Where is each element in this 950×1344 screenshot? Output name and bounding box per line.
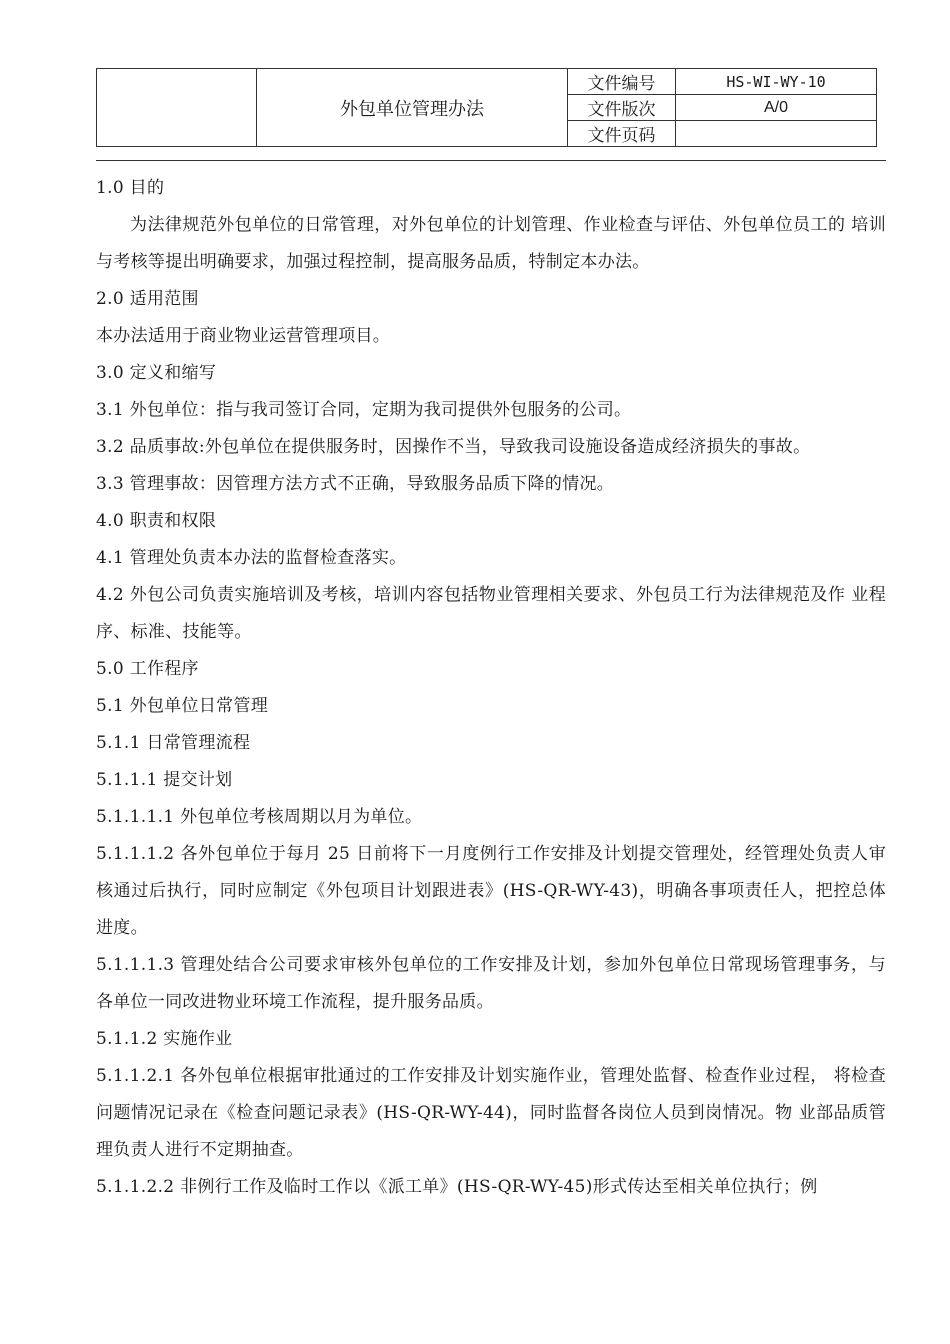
body-paragraph: 本办法适用于商业物业运营管理项目。	[96, 326, 391, 346]
document-title: 外包单位管理办法	[257, 69, 568, 147]
body-paragraph: 3.1 外包单位：指与我司签订合同，定期为我司提供外包服务的公司。	[96, 400, 632, 420]
body-paragraph: 5.1.1.1.2 各外包单位于每月 25 日前将下一月度例行工作安排及计划提交管理处，经管理处负责人审核通过后执行，同时应制定《外包项目计划跟进表》(HS-QR-WY-43)，明确各事项责任人，把控总体进度。	[96, 844, 886, 938]
body-paragraph: 5.0 工作程序	[96, 659, 199, 679]
header-divider	[96, 160, 886, 161]
body-paragraph: 5.1.1.1.3 管理处结合公司要求审核外包单位的工作安排及计划，参加外包单位日常现场管理事务，与各单位一同改进物业环境工作流程，提升服务品质。	[96, 955, 886, 1012]
body-paragraph: 5.1.1.1.1 外包单位考核周期以月为单位。	[96, 807, 423, 827]
body-paragraph: 5.1.1 日常管理流程	[96, 733, 251, 753]
body-paragraph: 5.1.1.2.1 各外包单位根据审批通过的工作安排及计划实施作业，管理处监督、检查作业过程， 将检查问题情况记录在《检查问题记录表》(HS-QR-WY-44)，同时监督各岗位人员到岗情况。物 业部品质管理负责人进行不定期抽查。	[96, 1066, 886, 1160]
body-paragraph: 5.1.1.2 实施作业	[96, 1029, 233, 1049]
document-body	[96, 170, 886, 1206]
body-paragraph: 4.1 管理处负责本办法的监督检查落实。	[96, 548, 407, 568]
body-paragraph: 4.2 外包公司负责实施培训及考核，培训内容包括物业管理相关要求、外包员工行为法律规范及作 业程序、标准、技能等。	[96, 585, 886, 642]
doc-number-value: HS-WI-WY-10	[676, 69, 877, 95]
page-label: 文件页码	[568, 121, 676, 147]
body-paragraph: 4.0 职责和权限	[96, 511, 217, 531]
body-paragraph: 为法律规范外包单位的日常管理，对外包单位的计划管理、作业检查与评估、外包单位员工的 培训与考核等提出明确要求，加强过程控制，提高服务品质，特制定本办法。	[96, 215, 886, 272]
body-paragraph: 3.2 品质事故:外包单位在提供服务时，因操作不当，导致我司设施设备造成经济损失的事故。	[96, 437, 811, 457]
body-paragraph: 3.0 定义和缩写	[96, 363, 217, 383]
body-paragraph: 5.1.1.2.2 非例行工作及临时工作以《派工单》(HS-QR-WY-45)形式传达至相关单位执行；例	[96, 1177, 818, 1197]
logo-cell	[97, 69, 257, 147]
document-header-table	[96, 68, 877, 147]
body-paragraph: 3.3 管理事故：因管理方法方式不正确，导致服务品质下降的情况。	[96, 474, 615, 494]
page-value	[676, 121, 877, 147]
body-paragraph: 1.0 目的	[96, 178, 165, 198]
version-value: A/0	[676, 95, 877, 121]
doc-number-label: 文件编号	[568, 69, 676, 95]
version-label: 文件版次	[568, 95, 676, 121]
body-paragraph: 2.0 适用范围	[96, 289, 199, 309]
body-paragraph: 5.1 外包单位日常管理	[96, 696, 269, 716]
body-paragraph: 5.1.1.1 提交计划	[96, 770, 233, 790]
